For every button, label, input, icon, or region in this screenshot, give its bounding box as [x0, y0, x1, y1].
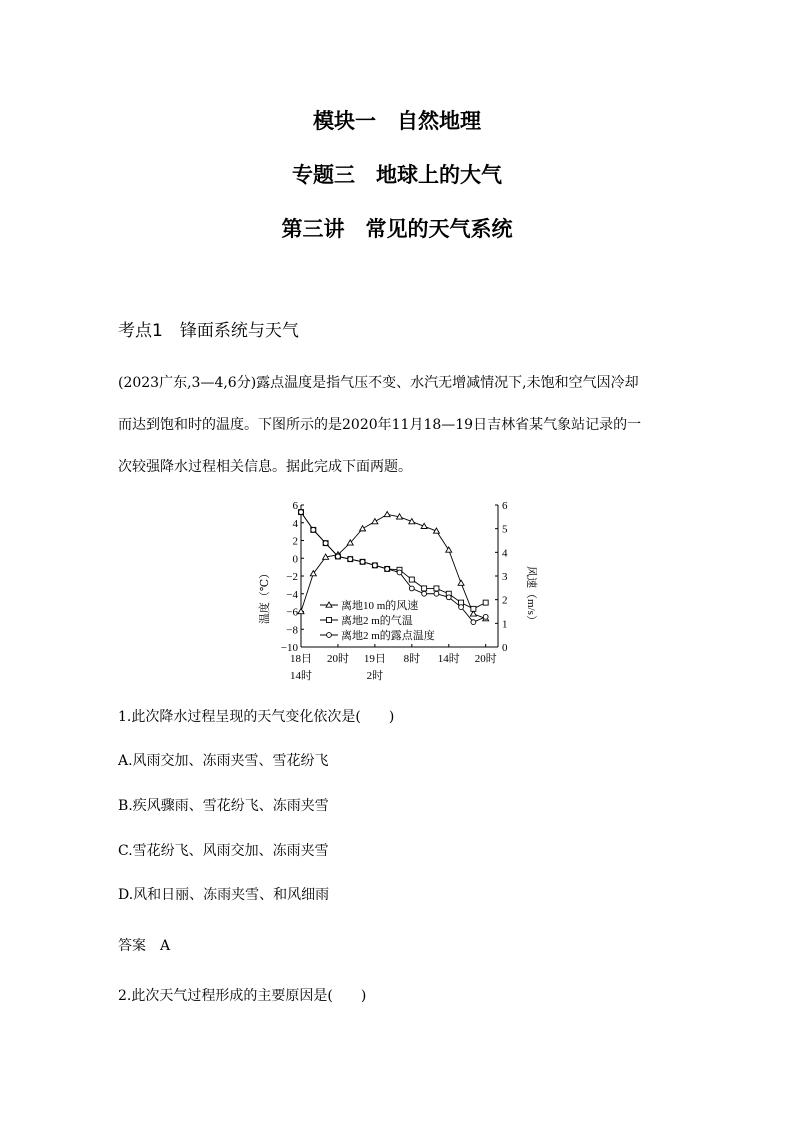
data-point-square: [483, 600, 488, 605]
x-tick-label: 8时: [403, 653, 421, 665]
x-tick-label: 18日: [290, 653, 312, 665]
module-title: 模块一 自然地理: [313, 109, 481, 133]
data-point-triangle: [458, 580, 464, 585]
y-right-tick-label: 1: [502, 618, 508, 631]
y-right-tick-label: 4: [502, 547, 508, 560]
topic-title: 专题三 地球上的大气: [292, 163, 502, 187]
x-tick-label-line2: 2时: [366, 670, 384, 682]
data-point-circle: [446, 595, 451, 600]
data-point-circle: [459, 605, 464, 610]
intro-line-2: 而达到饱和时的温度。下图所示的是2020年11月18—19日吉林省某气象站记录的一: [118, 417, 642, 433]
option-c: C.雪花纷飞、风雨交加、冻雨夹雪: [118, 843, 329, 859]
data-point-square: [409, 577, 414, 582]
option-b: B.疾风骤雨、雪花纷飞、冻雨夹雪: [118, 798, 329, 814]
data-point-square: [471, 606, 476, 611]
data-point-triangle: [384, 511, 390, 516]
weather-chart: [250, 495, 540, 695]
data-point-triangle: [446, 547, 452, 552]
y-right-tick-label: 5: [502, 523, 508, 536]
data-point-square: [422, 586, 427, 591]
data-point-circle: [299, 510, 304, 515]
y-right-label: 风速（m/s）: [525, 566, 537, 626]
data-point-circle: [409, 586, 414, 591]
y-right-tick-label: 2: [502, 594, 508, 607]
data-point-circle: [483, 614, 488, 619]
data-point-circle: [372, 563, 377, 568]
lecture-title: 第三讲 常见的天气系统: [281, 217, 513, 241]
y-left-tick-label: −8: [286, 624, 298, 637]
x-tick-label-line2: 14时: [290, 670, 312, 682]
data-point-circle: [434, 591, 439, 596]
data-point-circle: [311, 527, 316, 532]
legend-marker-circle: [327, 633, 332, 638]
data-point-square: [434, 586, 439, 591]
data-point-triangle: [360, 526, 366, 531]
y-left-tick-label: −2: [286, 571, 298, 583]
y-right-tick-label: 0: [502, 642, 508, 654]
option-a: A.风雨交加、冻雨夹雪、雪花纷飞: [118, 753, 329, 769]
question-2-stem: 2.此次天气过程形成的主要原因是( ): [118, 988, 367, 1004]
legend-marker-square: [327, 618, 332, 623]
question-1-stem: 1.此次降水过程呈现的天气变化依次是( ): [118, 709, 395, 725]
data-point-circle: [348, 557, 353, 562]
y-left-tick-label: 0: [292, 553, 298, 566]
data-point-circle: [360, 559, 365, 564]
data-point-circle: [336, 554, 341, 559]
y-left-tick-label: 6: [292, 500, 298, 512]
data-point-circle: [323, 541, 328, 546]
legend-label: 离地2 m的气温: [341, 615, 413, 627]
x-tick-label: 20时: [326, 653, 349, 665]
series-line-square: [301, 512, 486, 609]
data-point-triangle: [372, 519, 378, 524]
data-point-circle: [397, 570, 402, 575]
y-right-tick-label: 3: [502, 571, 508, 583]
y-left-tick-label: 2: [292, 535, 298, 548]
legend-label: 离地2 m的露点温度: [341, 630, 435, 642]
data-point-circle: [385, 567, 390, 572]
y-left-label: 温度（℃）: [259, 567, 271, 625]
intro-line-3: 次较强降水过程相关信息。据此完成下面两题。: [118, 459, 412, 475]
section-heading: 考点1 锋面系统与天气: [118, 321, 299, 341]
y-left-tick-label: −10: [280, 642, 298, 654]
option-d: D.风和日丽、冻雨夹雪、和风细雨: [118, 887, 330, 903]
y-left-tick-label: 4: [292, 517, 298, 530]
legend-label: 离地10 m的风速: [341, 600, 419, 612]
x-tick-label: 20时: [474, 653, 497, 665]
x-tick-label: 14时: [437, 653, 460, 665]
data-point-circle: [471, 620, 476, 625]
data-point-circle: [422, 591, 427, 596]
y-left-tick-label: −4: [286, 588, 298, 601]
intro-line-1: (2023广东,3—4,6分)露点温度是指气压不变、水汽无增减情况下,未饱和空气因冷却: [118, 375, 639, 391]
answer-1: 答案 A: [118, 938, 171, 954]
y-right-tick-label: 6: [502, 500, 508, 512]
x-tick-label: 19日: [363, 653, 386, 665]
y-left-tick-label: −6: [286, 606, 298, 619]
